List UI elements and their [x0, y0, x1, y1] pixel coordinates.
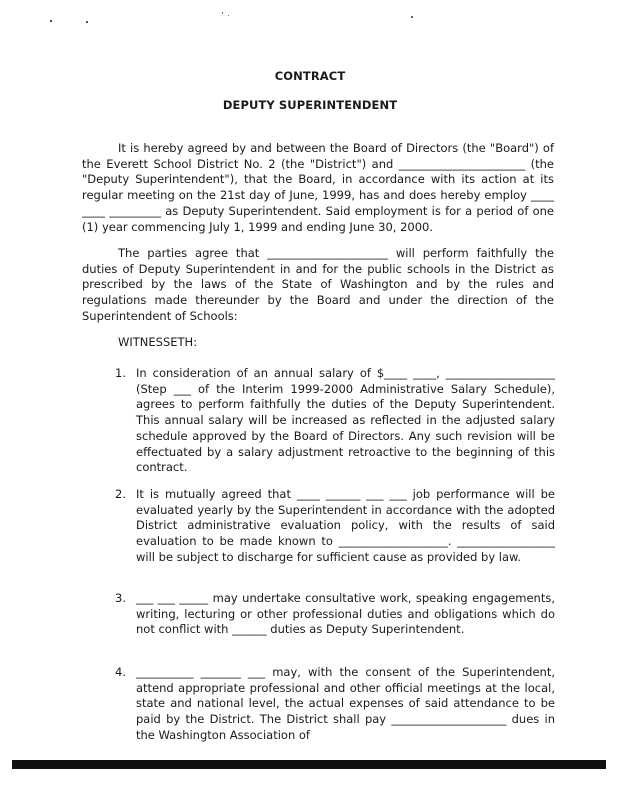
- document-title: CONTRACT: [274, 69, 346, 83]
- clause-text: In consideration of an annual salary of $____ ____, ___________________ (Step ___ of the Interim 1999-2000 Administrative Salary Schedule), agrees to perform faithfully the duties of the Deputy Superintendent. This annual salary will be increased as reflected in the adjusted salary schedule approved by the Board of Directors. Any such revision will be effectuated by a salary adjustment retroactive to the beginning of this contract.: [136, 366, 555, 475]
- clause-text: It is mutually agreed that ____ ______ ___ ___ job performance will be evaluated yearly by the Superintendent in accordance with the adopted District administrative evaluation policy, with the results of said evaluation to be made known to ___________________. _________________ will be subject to discharge for sufficient cause as provided by law.: [136, 487, 555, 564]
- document-subtitle: DEPUTY SUPERINTENDENT: [222, 98, 398, 112]
- clause-text: ___ ___ _____ may undertake consultative work, speaking engagements, writing, lecturing or other professional duties and obligations which do not conflict with ______ duties as Deputy Superintendent.: [136, 591, 555, 637]
- clause-number: 2.: [115, 487, 126, 501]
- witnesseth-heading: WITNESSETH:: [118, 335, 198, 349]
- clause-text: __________ _______ ___ may, with the consent of the Superintendent, attend appropriate professional and other official meetings at the local, state and national level, the actual expenses of said attendance to be paid by the District. The District shall pay ____________________ dues in the Washington Association of: [136, 665, 555, 742]
- clause-number: 4.: [115, 665, 126, 679]
- clause-number: 1.: [115, 366, 126, 380]
- clause-number: 3.: [115, 591, 126, 605]
- duties-paragraph: The parties agree that _____________________ will perform faithfully the duties of Deputy Superintendent in and for the public schools in the District as prescribed by the laws of the State of Washington and by the rules and regulations made thereunder by the Board and under the direction of the Superintendent of Schools:: [82, 246, 554, 323]
- scan-specks: [0, 0, 620, 40]
- intro-paragraph: It is hereby agreed by and between the Board of Directors (the "Board") of the Everett School District No. 2 (the "District") and ______________________ (the "Deputy Superintendent"), that the Board, in accordance with its action at its regular meeting on the 21st day of June, 1999, has and does hereby employ ____ ____ _________ as Deputy Superintendent. Said employment is for a period of one (1) year commencing July 1, 1999 and ending June 30, 2000.: [82, 141, 554, 234]
- scan-edge-bar: [12, 760, 606, 769]
